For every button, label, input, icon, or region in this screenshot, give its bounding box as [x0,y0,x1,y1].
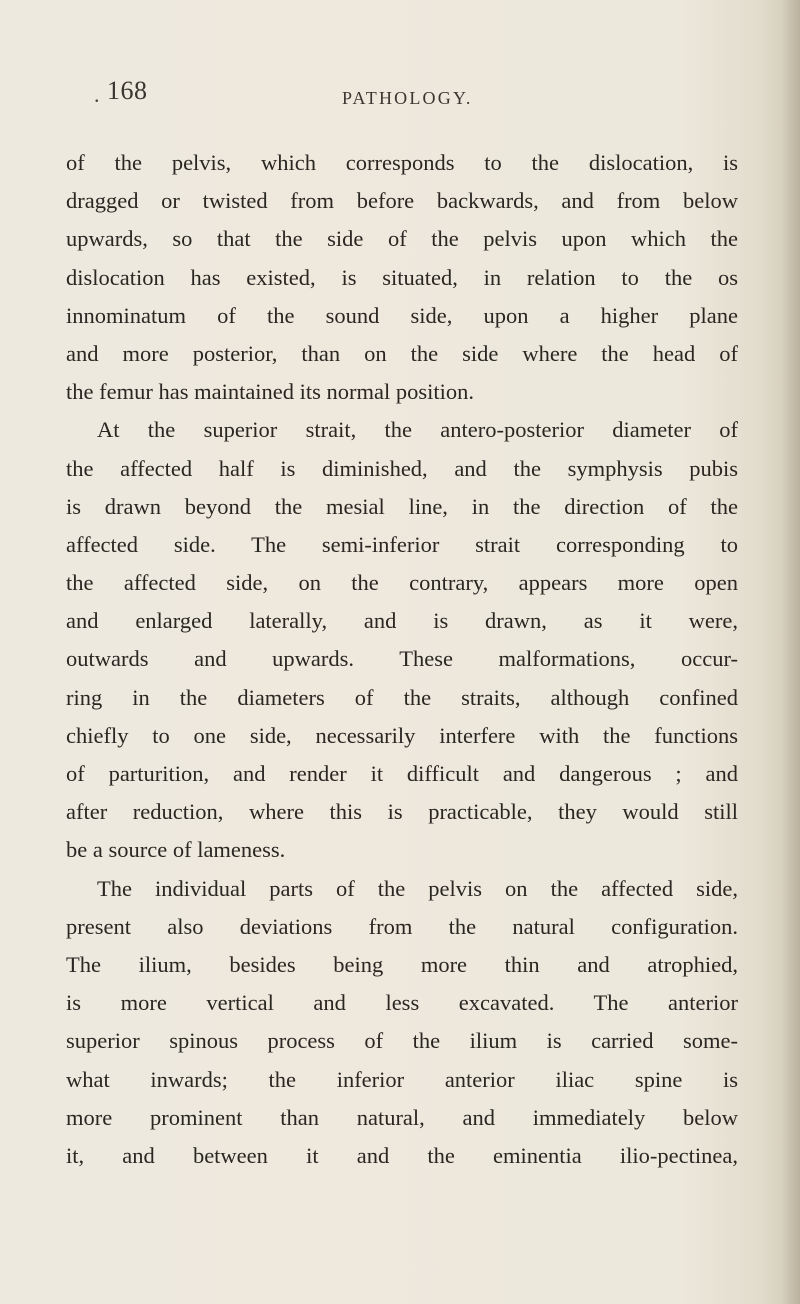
text-line: more prominent than natural, and immediately below [66,1104,738,1130]
text-line: superior spinous process of the ilium is carried some- [66,1028,738,1054]
page-number: 168 [107,76,148,105]
text-line: At the superior strait, the antero-posterior diameter of [97,417,738,443]
text-line: of the pelvis, which corresponds to the dislocation, is [66,150,738,175]
text-line: chiefly to one side, necessarily interfere with the functions [66,722,738,748]
text-line: the affected half is diminished, and the symphysis pubis [66,455,738,481]
text-line: present also deviations from the natural configuration. [66,913,738,939]
text-line: outwards and upwards. These malformations, occur- [66,646,738,672]
text-line: dislocation has existed, is situated, in relation to the os [66,264,738,290]
text-line: is drawn beyond the mesial line, in the direction of the [66,493,738,519]
text-line: affected side. The semi-inferior strait corresponding to [66,531,738,557]
page-edge-shadow [782,0,800,1304]
text-line: dragged or twisted from before backwards, and from below [66,188,738,214]
text-line: innominatum of the sound side, upon a higher plane [66,302,738,328]
running-head: PATHOLOGY. [342,88,473,108]
page-header [0,72,800,112]
text-line: after reduction, where this is practicable, they would still [66,799,738,825]
text-line: The individual parts of the pelvis on the affected side, [97,875,738,901]
text-line: The ilium, besides being more thin and atrophied, [66,951,738,977]
text-line: what inwards; the inferior anterior iliac spine is [66,1066,738,1092]
text-line: the femur has maintained its normal position. [66,379,475,405]
header-marker: . [94,82,100,107]
text-line: upwards, so that the side of the pelvis upon which the [66,226,738,252]
text-line: is more vertical and less excavated. The anterior [66,990,738,1016]
body-text [66,144,738,1175]
text-line: it, and between it and the eminentia ilio-pectinea, [66,1142,738,1168]
text-line: ring in the diameters of the straits, although confined [66,684,738,710]
text-line: the affected side, on the contrary, appears more open [66,570,738,596]
text-line: and more posterior, than on the side where the head of [66,340,738,366]
text-line: and enlarged laterally, and is drawn, as it were, [66,608,738,634]
text-line: of parturition, and render it difficult and dangerous ; and [66,761,738,786]
text-line: be a source of lameness. [66,837,286,863]
